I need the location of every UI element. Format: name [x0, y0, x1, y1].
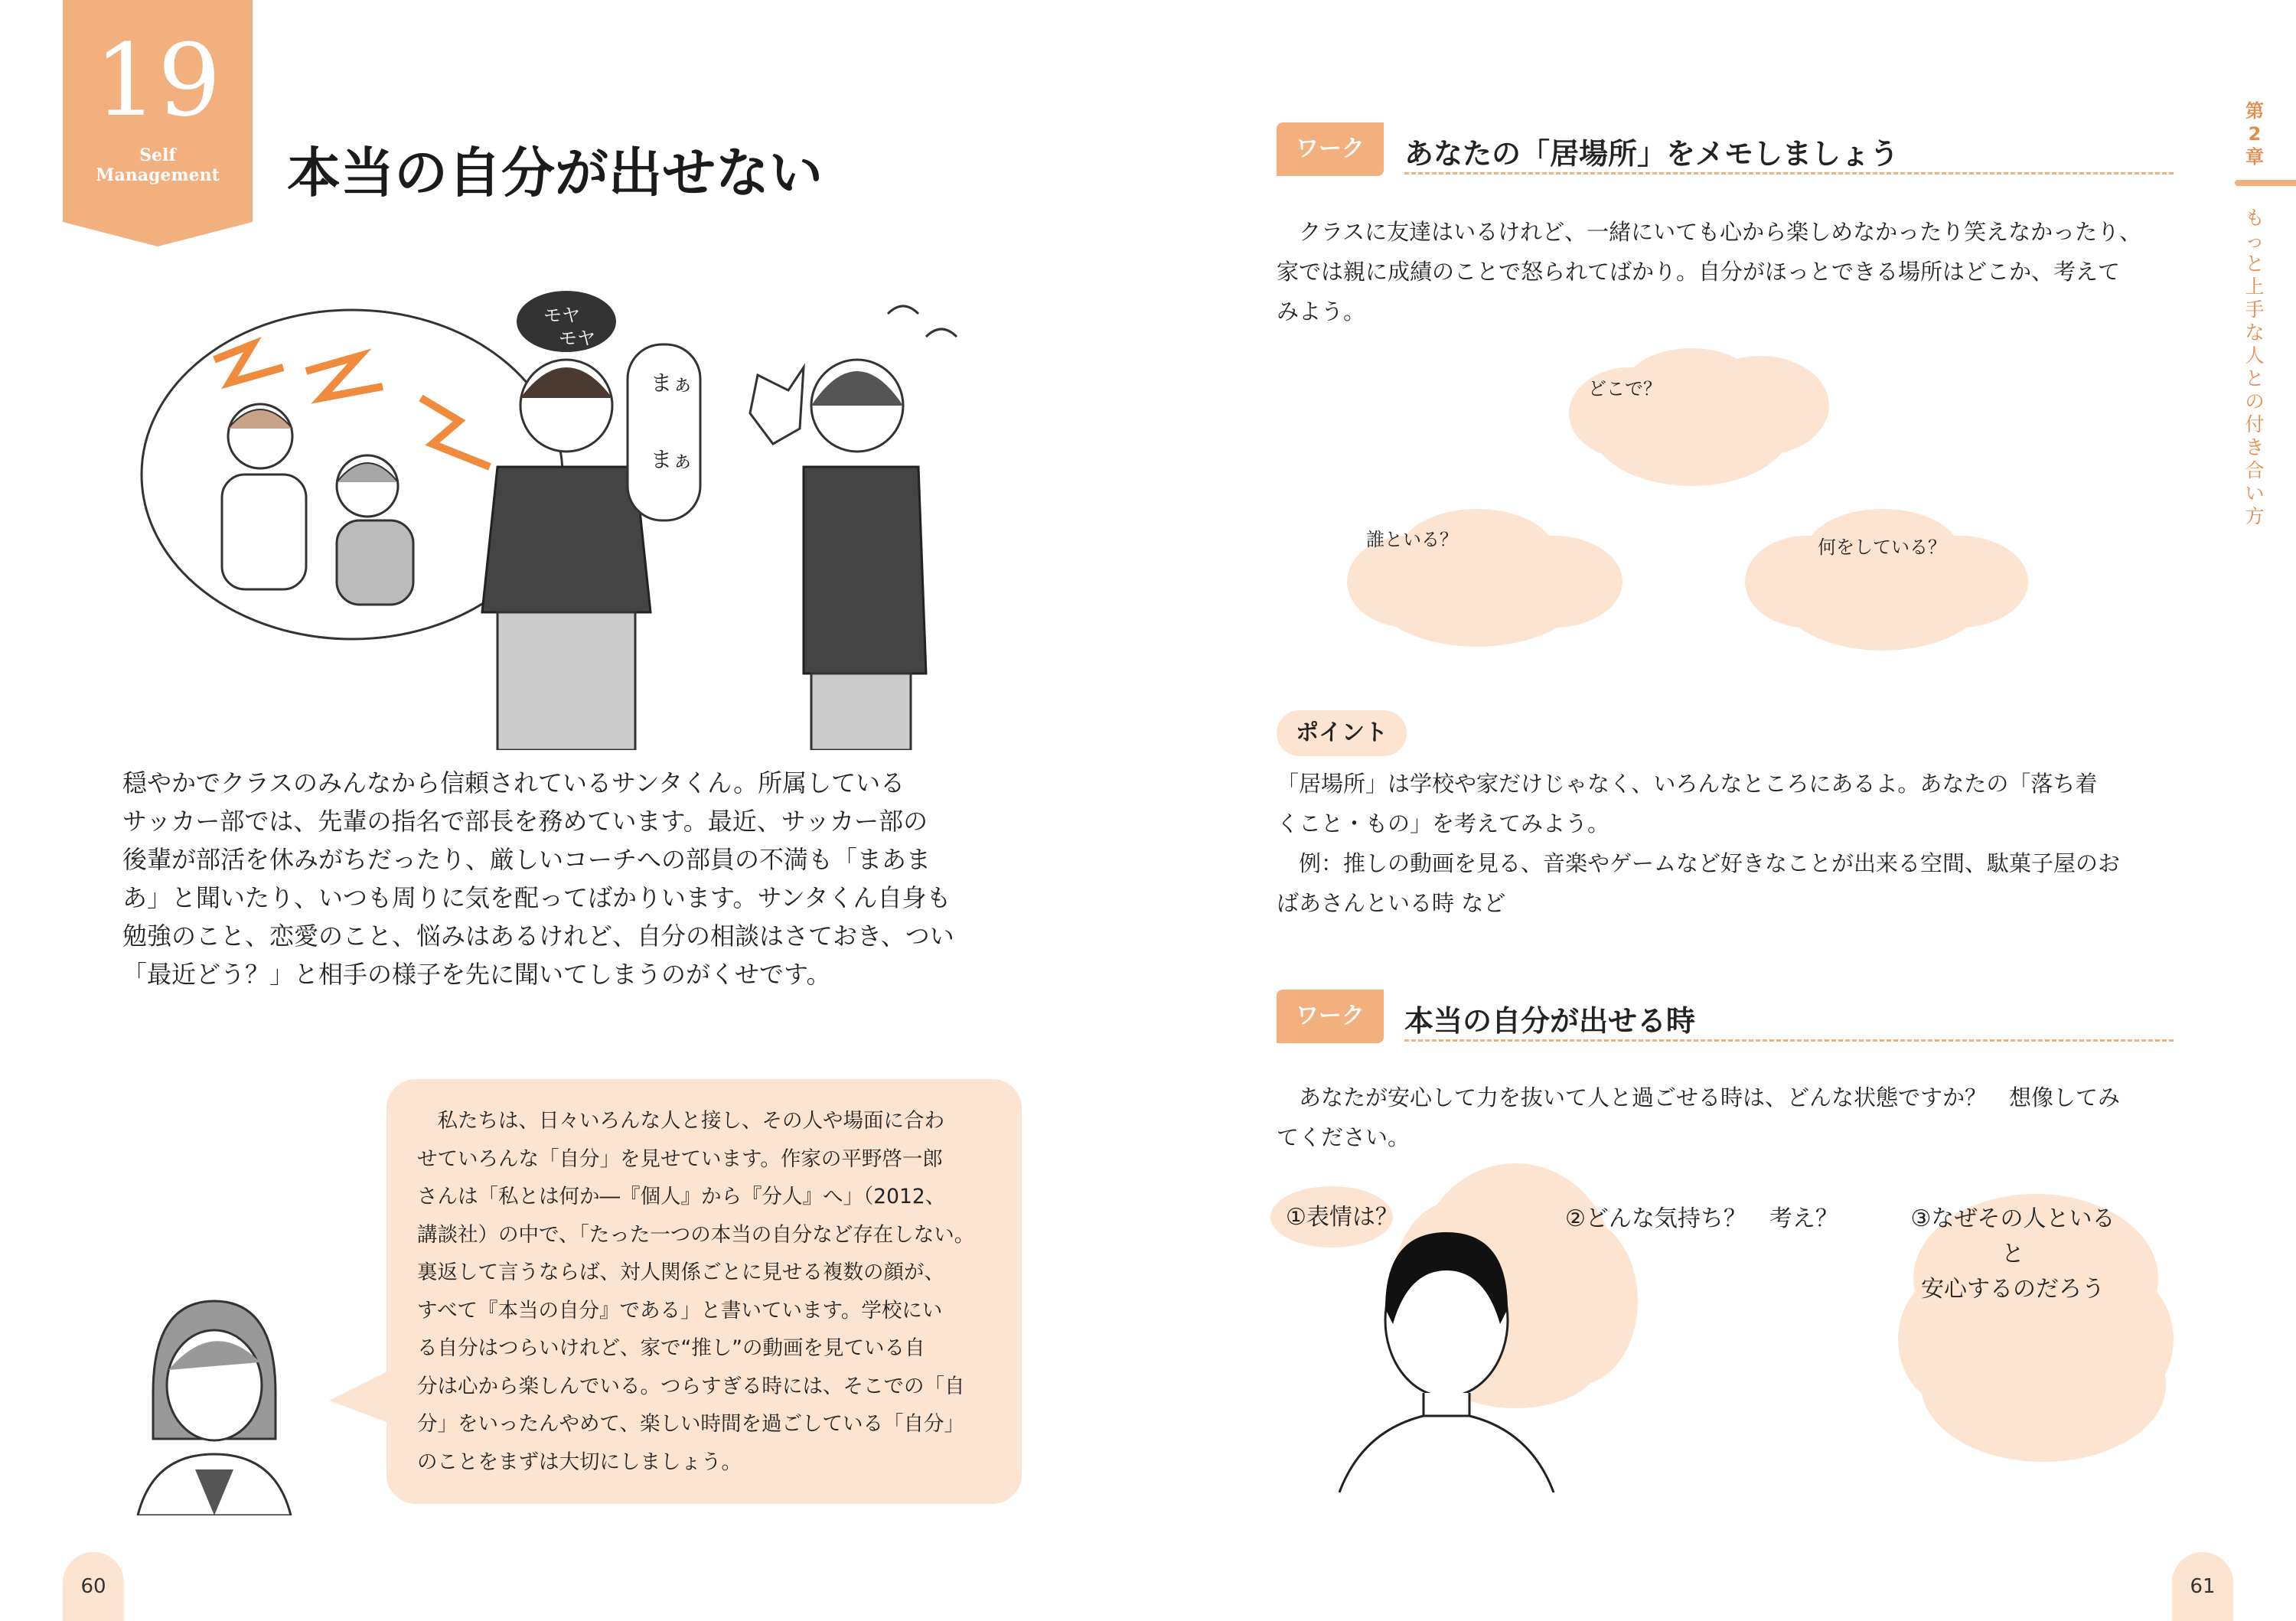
speech-pointer	[329, 1362, 390, 1431]
page-title: 本当の自分が出せない	[287, 142, 823, 204]
point-tag: ポイント	[1277, 710, 1407, 756]
work-text-2: あなたが安心して力を抜いて人と過ごせる時は、どんな状態ですか？ 想像してみ てください。	[1277, 1084, 2121, 1150]
work-title-1: あなたの「居場所」をメモしましょう	[1404, 137, 1900, 171]
counselor-message-box	[386, 1079, 1022, 1504]
work-title-2: 本当の自分が出せる時	[1404, 1004, 1696, 1038]
title-underline-1	[1404, 172, 2174, 174]
question-reason: ③なぜその人といると 安心するのだろう	[1910, 1205, 2115, 1303]
chapter-ribbon	[63, 0, 253, 246]
place-clouds	[1332, 337, 2128, 689]
chapter-marker	[2235, 180, 2296, 186]
point-text: 「居場所」は学校や家だけじゃなく、いろんなところにあるよ。あなたの「落ち着 くこと・もの」を考えてみよう。 例：推しの動画を見る、音楽やゲームなど好きなことが出来る空間、駄菓子屋のお ばあさんといる時 など	[1277, 771, 2121, 916]
svg-text:まぁ: まぁ	[651, 370, 694, 396]
page-number-right: 61	[2172, 1552, 2233, 1621]
cloud-label-where: どこで？	[1588, 378, 1662, 400]
moya-text: モヤ	[543, 305, 580, 326]
svg-text:モヤ: モヤ	[559, 328, 595, 349]
work-tag-2: ワーク	[1277, 990, 1384, 1043]
counselor-message-text: 私たちは、日々いろんな人と接し、その人や場面に合わ せていろんな「自分」を見せています。作家の平野啓一郎 さんは「私とは何か―『個人』から『分人』へ」（2012、 講談社）の中で、「たった一つの本当の自分など存在しない。 裏返して言うならば、対人関係ごとに見せる複数の顔が、 すべて『本当の自分』である」と書いています。学校にい る自分はつらいけれど、家で“推し”の動画を見ている自 分は心から楽しんでいる。つらすぎる時には、そこでの「自 分」をいったんやめて、楽しい時間を過ごしている「自分」 のことをまずは大切にしましょう。	[417, 1109, 975, 1474]
page-number-left: 60	[63, 1552, 124, 1621]
section-number: 19	[94, 22, 221, 139]
counselor-illustration	[122, 1286, 306, 1515]
story-text: 穏やかでクラスのみんなから信頼されているサンタくん。所属している サッカー部では、先輩の指名で部長を務めています。最近、サッカー部の 後輩が部活を休みがちだったり、厳しいコーチへの部員の不満も「まあま あ」と聞いたり、いつも周りに気を配ってばかりいます。サンタくん自身も 勉強のこと、恋愛のこと、悩みはあるけれど、自分の相談はさておき、つい 「最近どう？」と相手の様子を先に聞いてしまうのがくせです。	[122, 768, 954, 989]
question-feelings: ②どんな気持ち？ 考え？	[1565, 1205, 1838, 1232]
title-underline-2	[1404, 1039, 2174, 1042]
question-expression: ①表情は？	[1286, 1204, 1398, 1231]
svg-text:まぁ: まぁ	[651, 447, 694, 472]
chapter-title: もっと上手な人との付き合い方	[2245, 207, 2265, 527]
chapter-label: 第2章	[2245, 100, 2264, 168]
story-illustration	[130, 291, 1003, 750]
cloud-where	[1569, 348, 1829, 486]
work-tag-1: ワーク	[1277, 122, 1384, 176]
work-text-1: クラスに友達はいるけれど、一緒にいても心から楽しめなかったり笑えなかったり、 家では親に成績のことで怒られてばかり。自分がほっとできる場所はどこか、考えて みよう。	[1277, 219, 2142, 325]
cloud-what	[1745, 509, 2028, 651]
cloud-label-what: 何をしている？	[1818, 537, 1946, 558]
cloud-label-who: 誰といる？	[1366, 529, 1458, 550]
section-category: Self Management	[96, 145, 220, 185]
